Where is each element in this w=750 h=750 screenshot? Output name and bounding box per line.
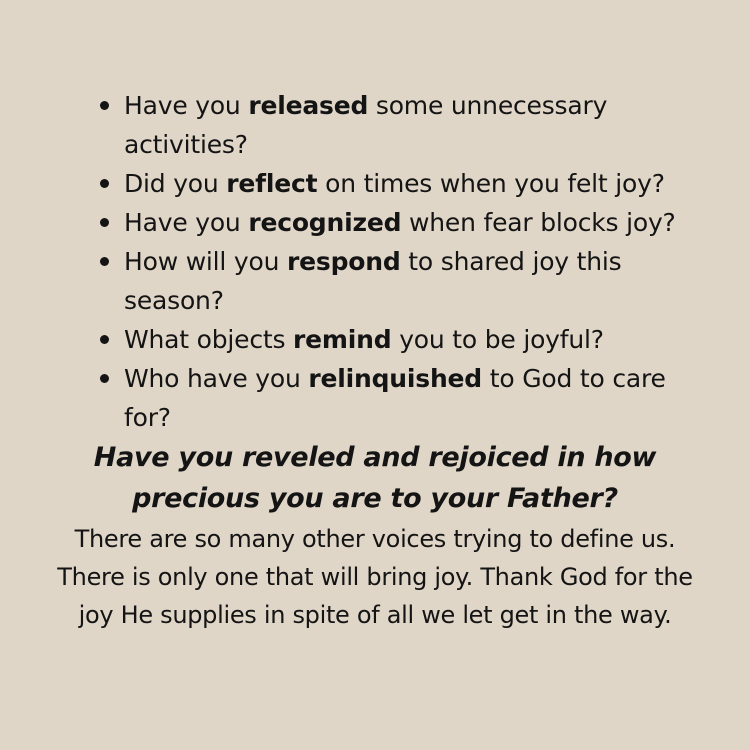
- item-text-pre: Did you: [124, 169, 227, 198]
- item-text-post: on times when you felt joy?: [317, 169, 665, 198]
- item-text-post: when fear blocks joy?: [401, 208, 676, 237]
- bullet-icon: [100, 335, 109, 344]
- bullet-icon: [100, 374, 109, 383]
- list-item: [98, 203, 698, 242]
- bullet-icon: [100, 218, 109, 227]
- item-text-post: some unnecessary activities?: [124, 91, 608, 159]
- item-keyword: respond: [287, 247, 401, 276]
- list-item: [98, 86, 698, 164]
- item-keyword: relinquished: [308, 364, 483, 393]
- item-text-pre: What objects: [124, 325, 294, 354]
- list-item: [98, 359, 698, 437]
- item-text-post: to God to care for?: [124, 364, 666, 432]
- item-text-pre: How will you: [124, 247, 288, 276]
- bullet-icon: [100, 101, 109, 110]
- item-text-post: you to be joyful?: [391, 325, 604, 354]
- item-keyword: recognized: [248, 208, 402, 237]
- item-text-pre: Have you: [124, 91, 249, 120]
- item-keyword: reflect: [226, 169, 318, 198]
- item-text-pre: Who have you: [124, 364, 309, 393]
- bullet-icon: [100, 257, 109, 266]
- item-keyword: released: [248, 91, 369, 120]
- item-text-pre: Have you: [124, 208, 249, 237]
- bullet-icon: [100, 179, 109, 188]
- reflection-questions-list: [98, 86, 698, 437]
- list-item: [98, 164, 698, 203]
- list-item: [98, 320, 698, 359]
- list-item: [98, 242, 698, 320]
- emphasized-question: Have you reveled and rejoiced in how precious you are to your Father?: [93, 442, 657, 514]
- closing-paragraph: There are so many other voices trying to define us. There is only one that will bring joy. Thank God for the joy He supplies in spite of all we let get in the way.: [57, 525, 693, 629]
- item-text-post: to shared joy this season?: [124, 247, 622, 315]
- item-keyword: remind: [293, 325, 392, 354]
